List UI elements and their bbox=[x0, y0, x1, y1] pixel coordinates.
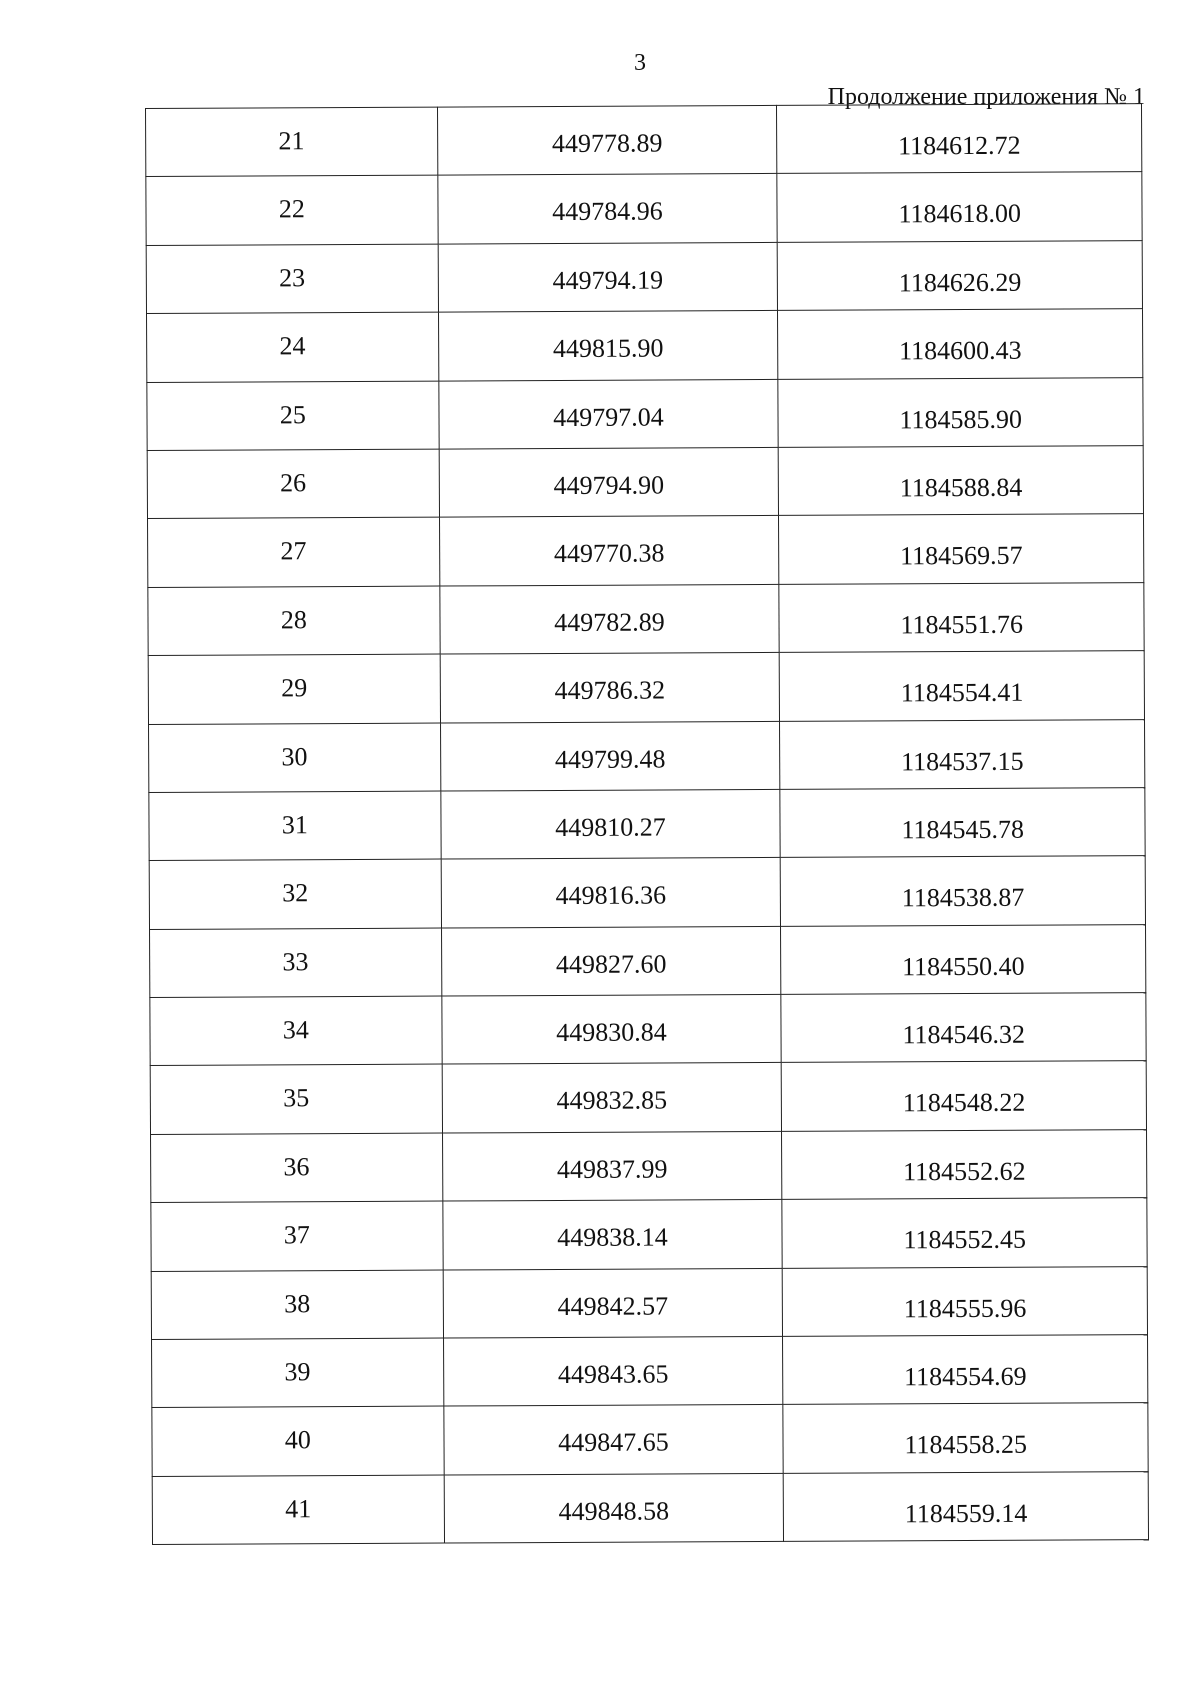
point-number-cell bbox=[150, 1065, 442, 1135]
y-coordinate-cell-value: 1184559.14 bbox=[904, 1498, 1028, 1529]
x-coordinate-cell-value: 449848.58 bbox=[558, 1496, 670, 1526]
x-coordinate-cell bbox=[442, 1200, 782, 1270]
x-coordinate-cell bbox=[438, 379, 778, 449]
y-coordinate-cell bbox=[783, 1471, 1148, 1541]
continuation-label: Продолжение приложения № 1 bbox=[827, 84, 1145, 110]
x-coordinate-cell-value: 449782.89 bbox=[554, 607, 665, 637]
y-coordinate-cell bbox=[783, 1403, 1148, 1473]
table-row bbox=[148, 651, 1144, 724]
y-coordinate-cell bbox=[782, 1198, 1147, 1268]
y-coordinate-cell-value: 1184600.43 bbox=[899, 335, 1022, 366]
table-row bbox=[150, 1061, 1146, 1134]
x-coordinate-cell bbox=[444, 1473, 784, 1543]
x-coordinate-cell-value: 449784.96 bbox=[552, 196, 663, 227]
point-number-cell bbox=[151, 1270, 443, 1340]
y-coordinate-cell bbox=[782, 1129, 1147, 1199]
y-coordinate-cell-value: 1184550.40 bbox=[902, 951, 1025, 981]
point-number-cell bbox=[152, 1475, 444, 1545]
y-coordinate-cell-value: 1184554.69 bbox=[904, 1361, 1027, 1392]
x-coordinate-cell bbox=[439, 447, 779, 517]
x-coordinate-cell-value: 449847.65 bbox=[558, 1427, 669, 1458]
table-row bbox=[146, 240, 1142, 313]
table-row bbox=[147, 377, 1143, 450]
y-coordinate-cell-value: 1184558.25 bbox=[904, 1430, 1028, 1460]
y-coordinate-cell bbox=[781, 993, 1146, 1063]
point-number-cell bbox=[149, 859, 441, 929]
point-number-cell-value: 26 bbox=[280, 468, 307, 498]
y-coordinate-cell bbox=[778, 446, 1143, 516]
x-coordinate-cell-value: 449815.90 bbox=[552, 333, 664, 364]
point-number-cell bbox=[151, 1133, 443, 1203]
point-number-cell bbox=[146, 175, 438, 245]
y-coordinate-cell-value: 1184588.84 bbox=[899, 472, 1023, 503]
y-coordinate-cell bbox=[779, 651, 1144, 721]
y-coordinate-cell-value: 1184569.57 bbox=[900, 541, 1023, 571]
x-coordinate-cell-value: 449832.85 bbox=[556, 1085, 668, 1116]
x-coordinate-cell bbox=[437, 174, 777, 244]
y-coordinate-cell bbox=[780, 856, 1145, 926]
point-number-cell bbox=[150, 996, 442, 1066]
table-row bbox=[151, 1198, 1147, 1271]
x-coordinate-cell-value: 449799.48 bbox=[554, 743, 666, 774]
table-row bbox=[149, 788, 1145, 861]
table-row bbox=[151, 1129, 1147, 1202]
y-coordinate-cell bbox=[780, 719, 1145, 789]
y-coordinate-cell-value: 1184626.29 bbox=[898, 267, 1022, 298]
point-number-cell-value: 35 bbox=[283, 1083, 310, 1113]
x-coordinate-cell-value: 449838.14 bbox=[557, 1222, 668, 1253]
x-coordinate-cell bbox=[441, 926, 781, 996]
point-number-cell-value: 21 bbox=[278, 126, 305, 156]
y-coordinate-cell bbox=[781, 924, 1146, 994]
point-number-cell-value: 22 bbox=[278, 194, 305, 224]
y-coordinate-cell bbox=[778, 309, 1143, 379]
x-coordinate-cell-value: 449843.65 bbox=[557, 1359, 669, 1390]
point-number-cell-value: 29 bbox=[281, 673, 308, 703]
y-coordinate-cell-value: 1184552.45 bbox=[903, 1224, 1027, 1255]
page-number: 3 bbox=[634, 50, 646, 76]
y-coordinate-cell bbox=[779, 582, 1144, 652]
x-coordinate-cell bbox=[438, 242, 778, 312]
y-coordinate-cell-value: 1184537.15 bbox=[901, 746, 1024, 776]
x-coordinate-cell bbox=[437, 105, 777, 175]
table-row bbox=[148, 582, 1144, 655]
point-number-cell-value: 33 bbox=[282, 946, 309, 977]
coordinates-table-body bbox=[146, 104, 1149, 1545]
y-coordinate-cell bbox=[778, 377, 1143, 447]
x-coordinate-cell bbox=[443, 1336, 783, 1406]
point-number-cell-value: 25 bbox=[279, 399, 306, 429]
point-number-cell bbox=[148, 586, 440, 656]
point-number-cell bbox=[149, 723, 441, 793]
x-coordinate-cell-value: 449837.99 bbox=[556, 1154, 668, 1184]
x-coordinate-cell-value: 449842.57 bbox=[557, 1291, 669, 1321]
point-number-cell bbox=[147, 312, 439, 382]
table-row bbox=[151, 1266, 1147, 1339]
x-coordinate-cell-value: 449797.04 bbox=[553, 402, 664, 432]
point-number-cell-value: 40 bbox=[284, 1425, 311, 1455]
x-coordinate-cell-value: 449810.27 bbox=[555, 812, 666, 842]
point-number-cell-value: 30 bbox=[281, 741, 308, 771]
y-coordinate-cell bbox=[781, 1061, 1146, 1131]
x-coordinate-cell-value: 449830.84 bbox=[556, 1017, 667, 1048]
y-coordinate-cell-value: 1184545.78 bbox=[901, 814, 1025, 845]
point-number-cell-value: 24 bbox=[279, 331, 306, 361]
point-number-cell-value: 32 bbox=[282, 878, 309, 908]
point-number-cell bbox=[151, 1201, 443, 1271]
y-coordinate-cell-value: 1184554.41 bbox=[900, 677, 1024, 708]
y-coordinate-cell-value: 1184548.22 bbox=[902, 1088, 1026, 1118]
x-coordinate-cell bbox=[440, 653, 780, 723]
point-number-cell-value: 31 bbox=[281, 810, 308, 840]
y-coordinate-cell-value: 1184618.00 bbox=[898, 199, 1022, 229]
y-coordinate-cell bbox=[777, 104, 1142, 174]
y-coordinate-cell bbox=[783, 1335, 1148, 1405]
y-coordinate-cell-value: 1184538.87 bbox=[901, 883, 1025, 913]
point-number-cell-value: 38 bbox=[284, 1288, 311, 1318]
x-coordinate-cell-value: 449778.89 bbox=[551, 128, 663, 159]
x-coordinate-cell bbox=[439, 516, 779, 586]
point-number-cell-value: 41 bbox=[285, 1494, 312, 1524]
point-number-cell bbox=[152, 1338, 444, 1408]
x-coordinate-cell-value: 449794.90 bbox=[553, 470, 665, 500]
point-number-cell-value: 37 bbox=[283, 1220, 310, 1250]
point-number-cell bbox=[148, 517, 440, 587]
x-coordinate-cell bbox=[443, 1405, 783, 1475]
point-number-cell-value: 36 bbox=[283, 1152, 310, 1182]
point-number-cell-value: 23 bbox=[279, 263, 306, 293]
point-number-cell bbox=[150, 928, 442, 998]
table-row bbox=[148, 514, 1144, 587]
y-coordinate-cell bbox=[782, 1266, 1147, 1336]
y-coordinate-cell-value: 1184555.96 bbox=[903, 1293, 1027, 1323]
y-coordinate-cell-value: 1184585.90 bbox=[899, 404, 1023, 434]
point-number-cell-value: 28 bbox=[280, 604, 307, 635]
x-coordinate-cell bbox=[438, 311, 778, 381]
point-number-cell bbox=[146, 244, 438, 314]
y-coordinate-cell-value: 1184546.32 bbox=[902, 1019, 1026, 1050]
table-row bbox=[149, 856, 1145, 929]
table-row bbox=[147, 309, 1143, 382]
table-row bbox=[146, 172, 1142, 245]
point-number-cell bbox=[152, 1406, 444, 1476]
table-row bbox=[146, 104, 1142, 177]
y-coordinate-cell-value: 1184552.62 bbox=[903, 1156, 1026, 1187]
x-coordinate-cell-value: 449827.60 bbox=[555, 949, 667, 979]
y-coordinate-cell-value: 1184551.76 bbox=[900, 609, 1024, 640]
x-coordinate-cell bbox=[442, 1063, 782, 1133]
y-coordinate-cell bbox=[780, 788, 1145, 858]
table-row bbox=[150, 993, 1146, 1066]
table-row bbox=[150, 924, 1146, 997]
point-number-cell-value: 34 bbox=[282, 1015, 309, 1045]
table-row bbox=[152, 1471, 1148, 1544]
point-number-cell bbox=[148, 654, 440, 724]
y-coordinate-cell bbox=[779, 514, 1144, 584]
point-number-cell bbox=[146, 107, 438, 177]
x-coordinate-cell-value: 449770.38 bbox=[553, 538, 665, 569]
coordinates-table bbox=[145, 103, 1149, 1545]
y-coordinate-cell bbox=[777, 172, 1142, 242]
x-coordinate-cell bbox=[440, 789, 780, 859]
x-coordinate-cell-value: 449786.32 bbox=[554, 675, 666, 706]
x-coordinate-cell bbox=[440, 721, 780, 791]
x-coordinate-cell bbox=[442, 1131, 782, 1201]
point-number-cell bbox=[149, 791, 441, 861]
x-coordinate-cell-value: 449816.36 bbox=[555, 880, 667, 911]
x-coordinate-cell bbox=[441, 858, 781, 928]
x-coordinate-cell-value: 449794.19 bbox=[552, 265, 664, 295]
x-coordinate-cell bbox=[439, 584, 779, 654]
point-number-cell-value: 39 bbox=[284, 1357, 311, 1387]
table-row bbox=[149, 719, 1145, 792]
point-number-cell-value: 27 bbox=[280, 536, 307, 566]
x-coordinate-cell bbox=[443, 1268, 783, 1338]
y-coordinate-cell bbox=[777, 240, 1142, 310]
point-number-cell bbox=[147, 381, 439, 451]
table-row bbox=[152, 1403, 1148, 1476]
table-row bbox=[147, 446, 1143, 519]
point-number-cell bbox=[147, 449, 439, 519]
x-coordinate-cell bbox=[441, 994, 781, 1064]
y-coordinate-cell-value: 1184612.72 bbox=[897, 130, 1021, 161]
table-row bbox=[152, 1335, 1148, 1408]
